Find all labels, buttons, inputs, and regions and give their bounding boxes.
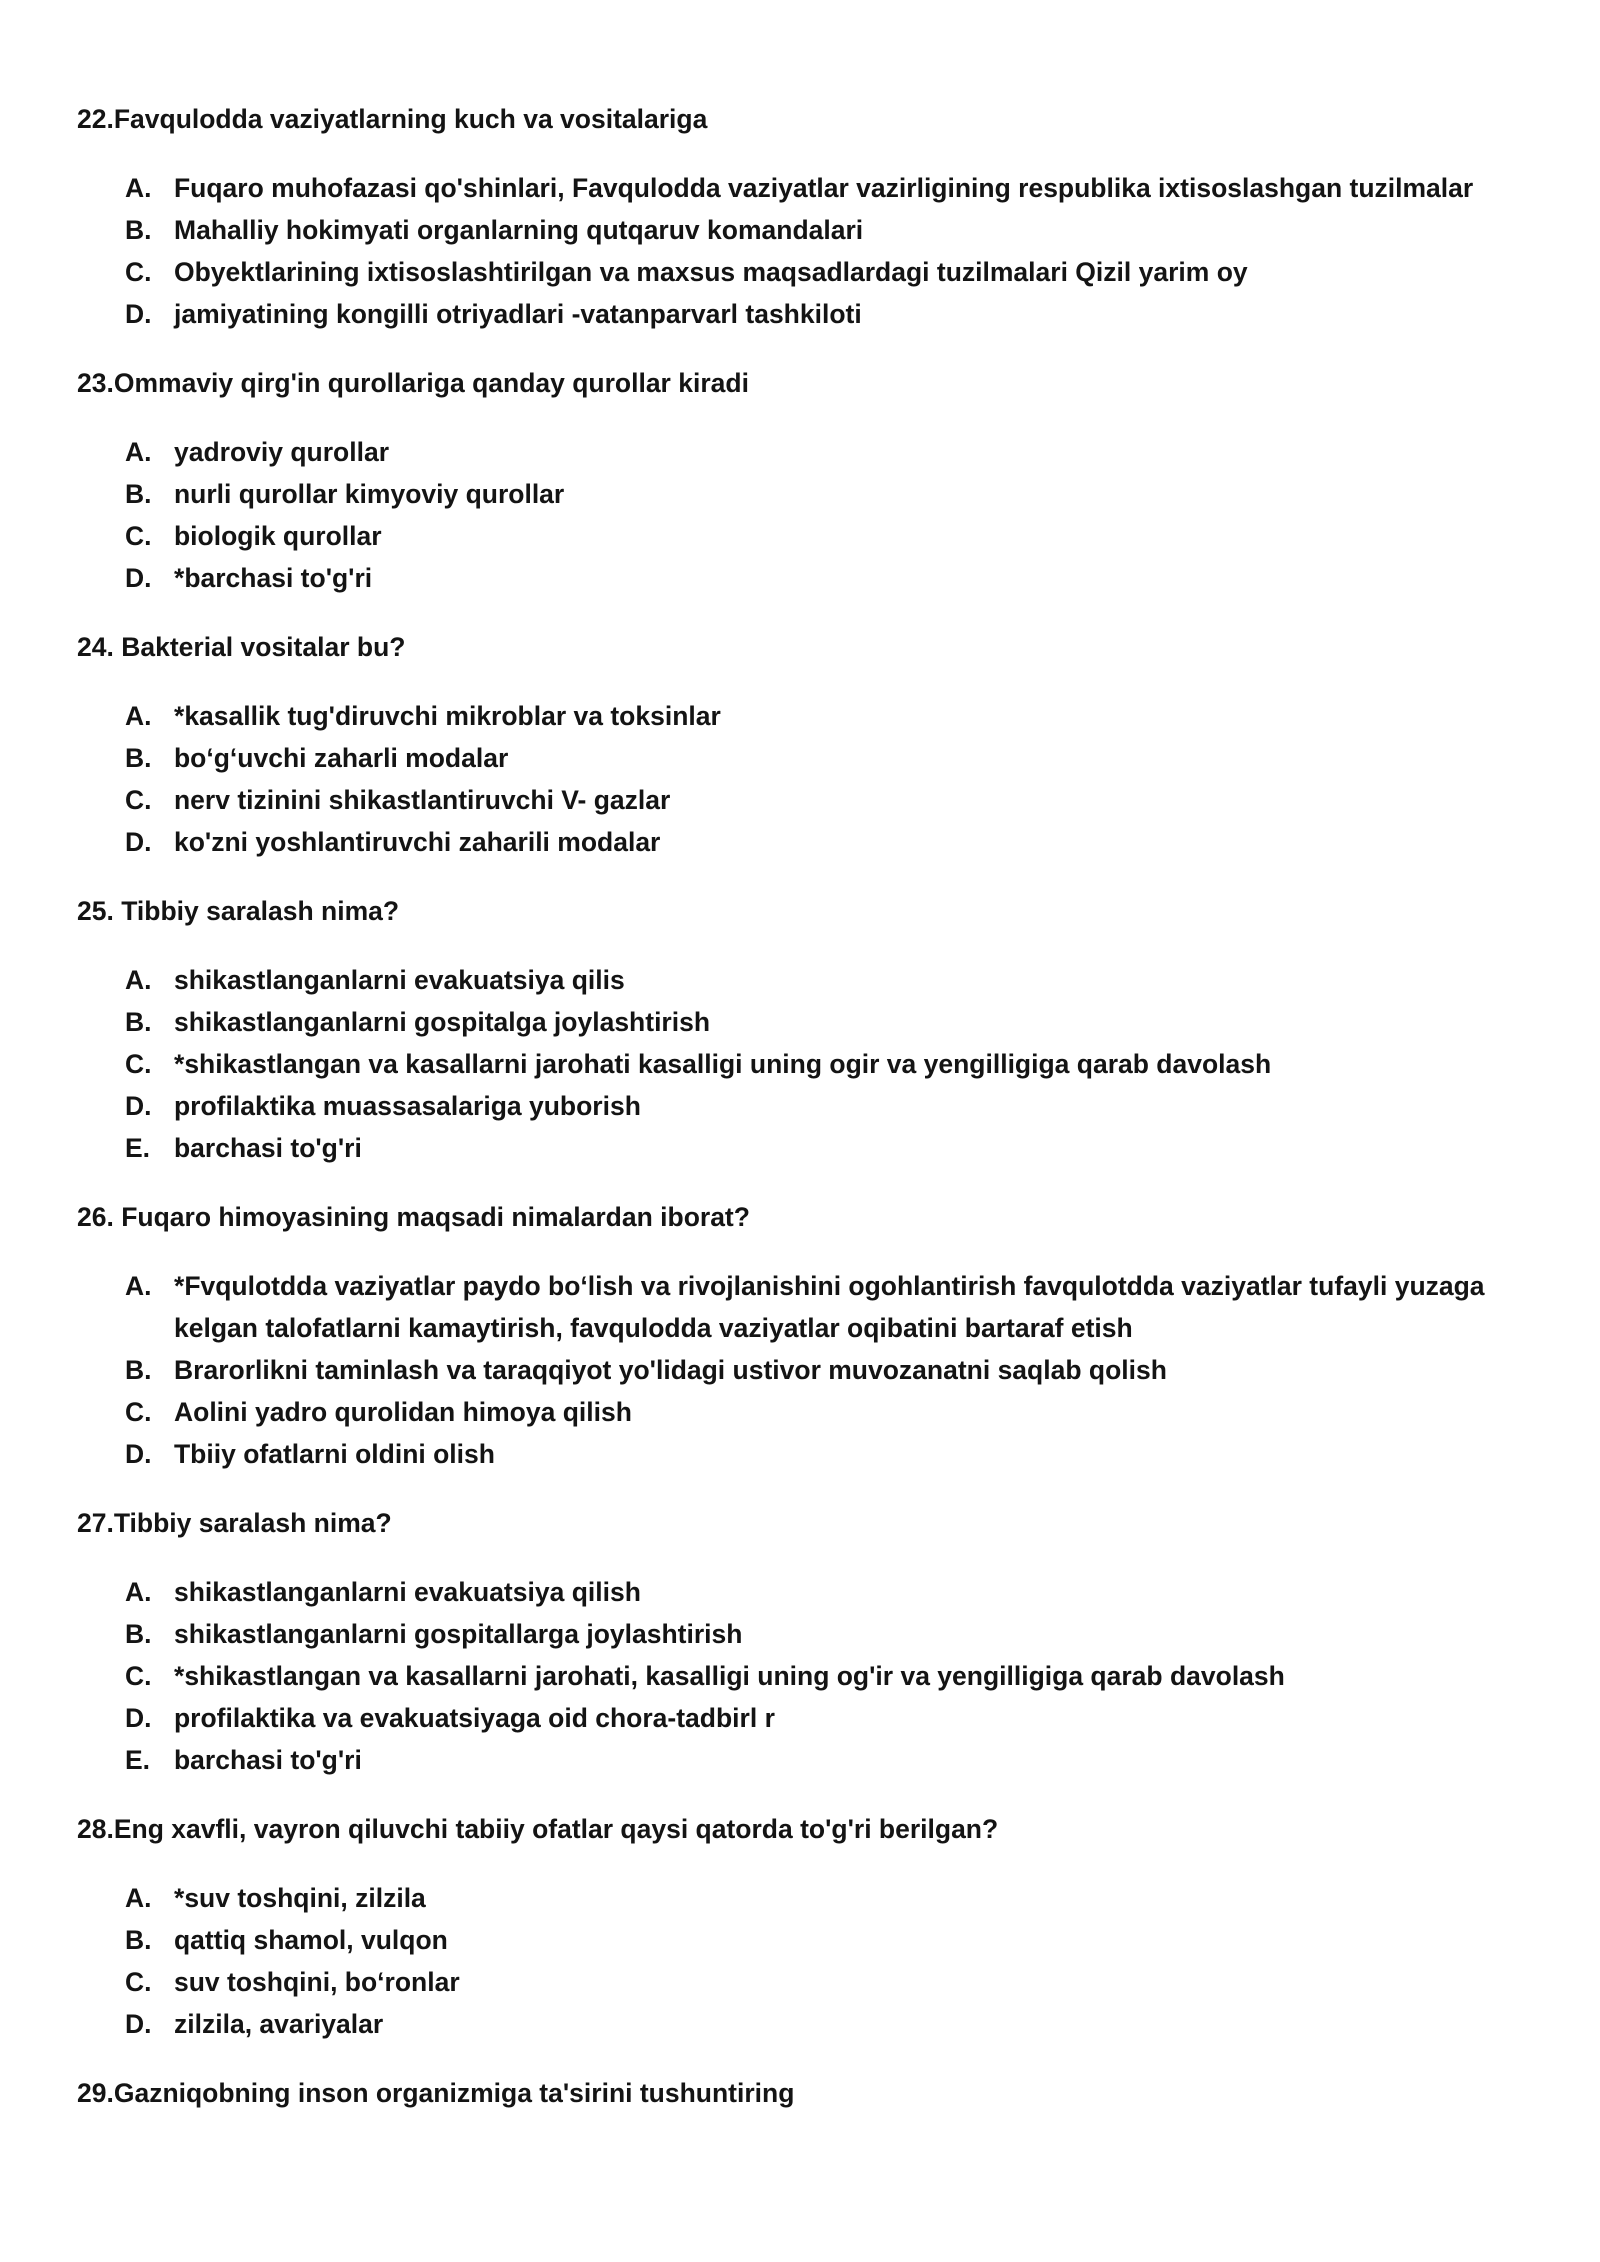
option-text: profilaktika muassasalariga yuborish — [174, 1091, 641, 1121]
answer-option — [77, 557, 1540, 599]
option-letter: A. — [125, 1271, 152, 1301]
answer-option — [77, 1433, 1540, 1475]
option-letter: C. — [125, 785, 152, 815]
option-letter: D. — [125, 299, 152, 329]
option-letter: A. — [125, 965, 152, 995]
option-text: *Fvqulotdda vaziyatlar paydo bo‘lish va rivojlanishini ogohlantirish favqulotdda vaziyatlar tufayli yuzaga kelgan talofatlarni kamaytirish, favqulodda vaziyatlar oqibatini bartaraf etish — [174, 1271, 1485, 1343]
option-letter: D. — [125, 2009, 152, 2039]
option-text: jamiyatining kongilli otriyadlari -vatanparvarl tashkiloti — [174, 299, 862, 329]
option-text: *suv toshqini, zilzila — [174, 1883, 426, 1913]
answer-option — [77, 1571, 1540, 1613]
question-list — [77, 98, 1540, 2114]
option-letter: D. — [125, 563, 152, 593]
option-letter: A. — [125, 437, 152, 467]
option-letter: B. — [125, 215, 152, 245]
option-text: profilaktika va evakuatsiyaga oid chora-tadbirl r — [174, 1703, 775, 1733]
option-text: shikastlanganlarni gospitallarga joylashtirish — [174, 1619, 743, 1649]
answer-option — [77, 737, 1540, 779]
option-text: nurli qurollar kimyoviy qurollar — [174, 479, 565, 509]
answer-option — [77, 2003, 1540, 2045]
option-text: qattiq shamol, vulqon — [174, 1925, 448, 1955]
question-text: 27.Tibbiy saralash nima? — [77, 1508, 392, 1538]
question-block — [77, 98, 1540, 335]
option-text: *shikastlangan va kasallarni jarohati kasalligi uning ogir va yengilligiga qarab davolash — [174, 1049, 1272, 1079]
answer-options — [77, 1877, 1540, 2045]
option-letter: B. — [125, 479, 152, 509]
option-text: Mahalliy hokimyati organlarning qutqaruv komandalari — [174, 215, 864, 245]
answer-option — [77, 515, 1540, 557]
option-letter: A. — [125, 701, 152, 731]
question-text: 23.Ommaviy qirg'in qurollariga qanday qurollar kiradi — [77, 368, 749, 398]
option-text: Tbiiy ofatlarni oldini olish — [174, 1439, 495, 1469]
option-letter: C. — [125, 1397, 152, 1427]
option-text: nerv tizinini shikastlantiruvchi V- gazlar — [174, 785, 671, 815]
option-letter: A. — [125, 1577, 152, 1607]
question-block — [77, 1502, 1540, 1781]
question-block — [77, 1808, 1540, 2045]
answer-option — [77, 1961, 1540, 2003]
answer-option — [77, 1001, 1540, 1043]
option-letter: C. — [125, 521, 152, 551]
option-text: shikastlanganlarni evakuatsiya qilis — [174, 965, 625, 995]
option-text: zilzila, avariyalar — [174, 2009, 384, 2039]
option-text: biologik qurollar — [174, 521, 382, 551]
answer-option — [77, 167, 1540, 209]
option-letter: E. — [125, 1133, 151, 1163]
option-text: *kasallik tug'diruvchi mikroblar va toksinlar — [174, 701, 721, 731]
option-letter: B. — [125, 1355, 152, 1385]
option-text: yadroviy qurollar — [174, 437, 390, 467]
answer-option — [77, 959, 1540, 1001]
answer-options — [77, 695, 1540, 863]
answer-option — [77, 1265, 1540, 1349]
answer-option — [77, 1085, 1540, 1127]
answer-option — [77, 695, 1540, 737]
option-text: ko'zni yoshlantiruvchi zaharili modalar — [174, 827, 661, 857]
answer-option — [77, 1919, 1540, 1961]
option-text: Fuqaro muhofazasi qo'shinlari, Favqulodda vaziyatlar vazirligining respublika ixtisoslashgan tuzilmalar — [174, 173, 1474, 203]
option-text: *shikastlangan va kasallarni jarohati, kasalligi uning og'ir va yengilligiga qarab davolash — [174, 1661, 1285, 1691]
option-letter: D. — [125, 1703, 152, 1733]
question-block — [77, 2072, 1540, 2114]
question-text: 29.Gazniqobning inson organizmiga ta'sirini tushuntiring — [77, 2078, 795, 2108]
question-block — [77, 626, 1540, 863]
option-letter: C. — [125, 1661, 152, 1691]
question-block — [77, 890, 1540, 1169]
answer-option — [77, 1349, 1540, 1391]
answer-option — [77, 779, 1540, 821]
option-text: suv toshqini, bo‘ronlar — [174, 1967, 460, 1997]
answer-option — [77, 1739, 1540, 1781]
answer-option — [77, 1613, 1540, 1655]
option-text: barchasi to'g'ri — [174, 1133, 362, 1163]
option-letter: D. — [125, 1091, 152, 1121]
option-letter: A. — [125, 173, 152, 203]
answer-options — [77, 1265, 1540, 1475]
option-text: Obyektlarining ixtisoslashtirilgan va maxsus maqsadlardagi tuzilmalari Qizil yarim oy — [174, 257, 1248, 287]
option-letter: D. — [125, 1439, 152, 1469]
answer-option — [77, 251, 1540, 293]
option-letter: D. — [125, 827, 152, 857]
option-letter: B. — [125, 743, 152, 773]
answer-option — [77, 1043, 1540, 1085]
option-text: Aolini yadro qurolidan himoya qilish — [174, 1397, 632, 1427]
option-letter: B. — [125, 1007, 152, 1037]
question-text: 24. Bakterial vositalar bu? — [77, 632, 406, 662]
answer-options — [77, 959, 1540, 1169]
option-letter: C. — [125, 1049, 152, 1079]
option-text: shikastlanganlarni evakuatsiya qilish — [174, 1577, 641, 1607]
answer-option — [77, 209, 1540, 251]
question-text: 22.Favqulodda vaziyatlarning kuch va vositalariga — [77, 104, 708, 134]
option-text: *barchasi to'g'ri — [174, 563, 373, 593]
option-letter: C. — [125, 1967, 152, 1997]
option-letter: B. — [125, 1619, 152, 1649]
answer-option — [77, 1877, 1540, 1919]
question-text: 26. Fuqaro himoyasining maqsadi nimalardan iborat? — [77, 1202, 750, 1232]
option-letter: B. — [125, 1925, 152, 1955]
answer-options — [77, 1571, 1540, 1781]
question-block — [77, 362, 1540, 599]
answer-option — [77, 1697, 1540, 1739]
option-text: Brarorlikni taminlash va taraqqiyot yo'lidagi ustivor muvozanatni saqlab qolish — [174, 1355, 1167, 1385]
question-block — [77, 1196, 1540, 1475]
option-letter: E. — [125, 1745, 151, 1775]
answer-option — [77, 293, 1540, 335]
option-text: bo‘g‘uvchi zaharli modalar — [174, 743, 509, 773]
answer-option — [77, 821, 1540, 863]
answer-option — [77, 473, 1540, 515]
option-text: shikastlanganlarni gospitalga joylashtirish — [174, 1007, 711, 1037]
answer-option — [77, 1391, 1540, 1433]
question-text: 25. Tibbiy saralash nima? — [77, 896, 400, 926]
answer-option — [77, 1127, 1540, 1169]
answer-options — [77, 431, 1540, 599]
option-letter: A. — [125, 1883, 152, 1913]
option-text: barchasi to'g'ri — [174, 1745, 362, 1775]
answer-option — [77, 431, 1540, 473]
answer-options — [77, 167, 1540, 335]
answer-option — [77, 1655, 1540, 1697]
question-text: 28.Eng xavfli, vayron qiluvchi tabiiy ofatlar qaysi qatorda to'g'ri berilgan? — [77, 1814, 999, 1844]
option-letter: C. — [125, 257, 152, 287]
